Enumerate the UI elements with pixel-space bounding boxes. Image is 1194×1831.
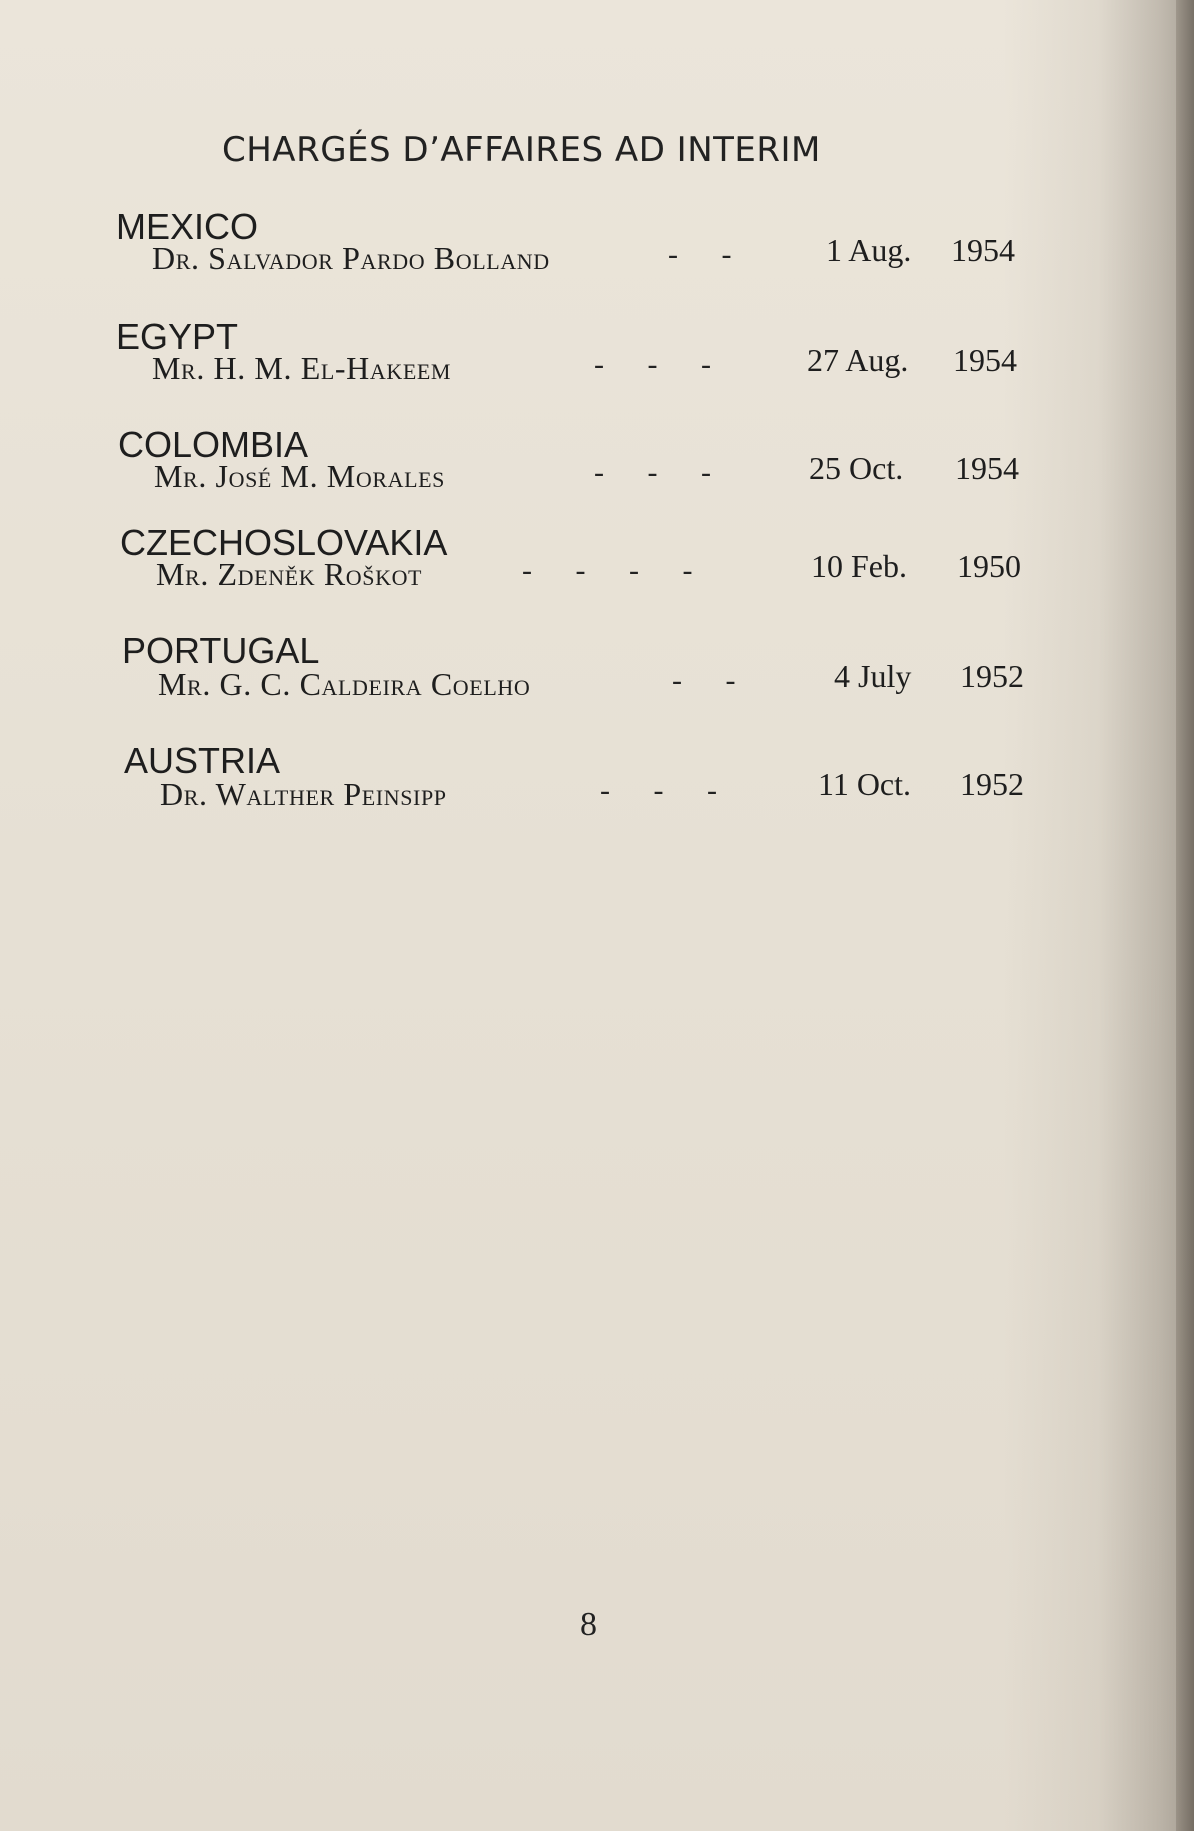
leader-dashes: - - [672,664,736,697]
appointment-date: 4 July [834,658,912,694]
country-name: MEXICO [116,206,259,247]
appointment-date: 25 Oct. [809,450,904,486]
envoy-entry [0,740,1100,840]
envoy-name: Dr. Walther Peinsipp [160,776,447,812]
appointment-year: 1954 [953,342,1017,378]
appointment-date: 27 Aug. [807,342,909,378]
appointment-date: 1 Aug. [826,232,912,268]
envoy-entry [0,316,1100,416]
leader-dashes: - - - [594,348,711,381]
envoy-name: Mr. G. C. Caldeira Coelho [158,666,531,702]
envoy-name: Mr. José M. Morales [154,458,446,494]
appointment-year: 1954 [955,450,1019,486]
appointment-year: 1952 [960,658,1024,694]
appointment-year: 1952 [960,766,1024,802]
envoy-entry [0,522,1100,622]
appointment-year: 1954 [951,232,1015,268]
appointment-year: 1950 [957,548,1021,584]
country-name: PORTUGAL [122,630,320,671]
country-name: EGYPT [116,316,239,357]
country-name: CZECHOSLOVAKIA [120,522,448,563]
country-name: AUSTRIA [124,740,281,781]
envoy-entry [0,206,1100,306]
leader-dashes: - - - [600,774,717,807]
appointment-date: 10 Feb. [811,548,907,584]
section-heading: CHARGÉS D’AFFAIRES AD INTERIM [222,130,821,170]
envoy-entry [0,630,1100,730]
envoy-name: Mr. H. M. El-Hakeem [152,350,452,386]
page-spine-shadow [1176,0,1194,1831]
envoy-entry [0,424,1100,524]
appointment-date: 11 Oct. [818,766,912,802]
envoy-name: Mr. Zdeněk Roškot [156,556,423,592]
leader-dashes: - - - - [522,554,693,587]
country-name: COLOMBIA [118,424,309,465]
envoy-name: Dr. Salvador Pardo Bolland [152,240,550,276]
leader-dashes: - - [668,238,732,271]
leader-dashes: - - - [594,456,711,489]
page-number: 8 [580,1606,597,1643]
